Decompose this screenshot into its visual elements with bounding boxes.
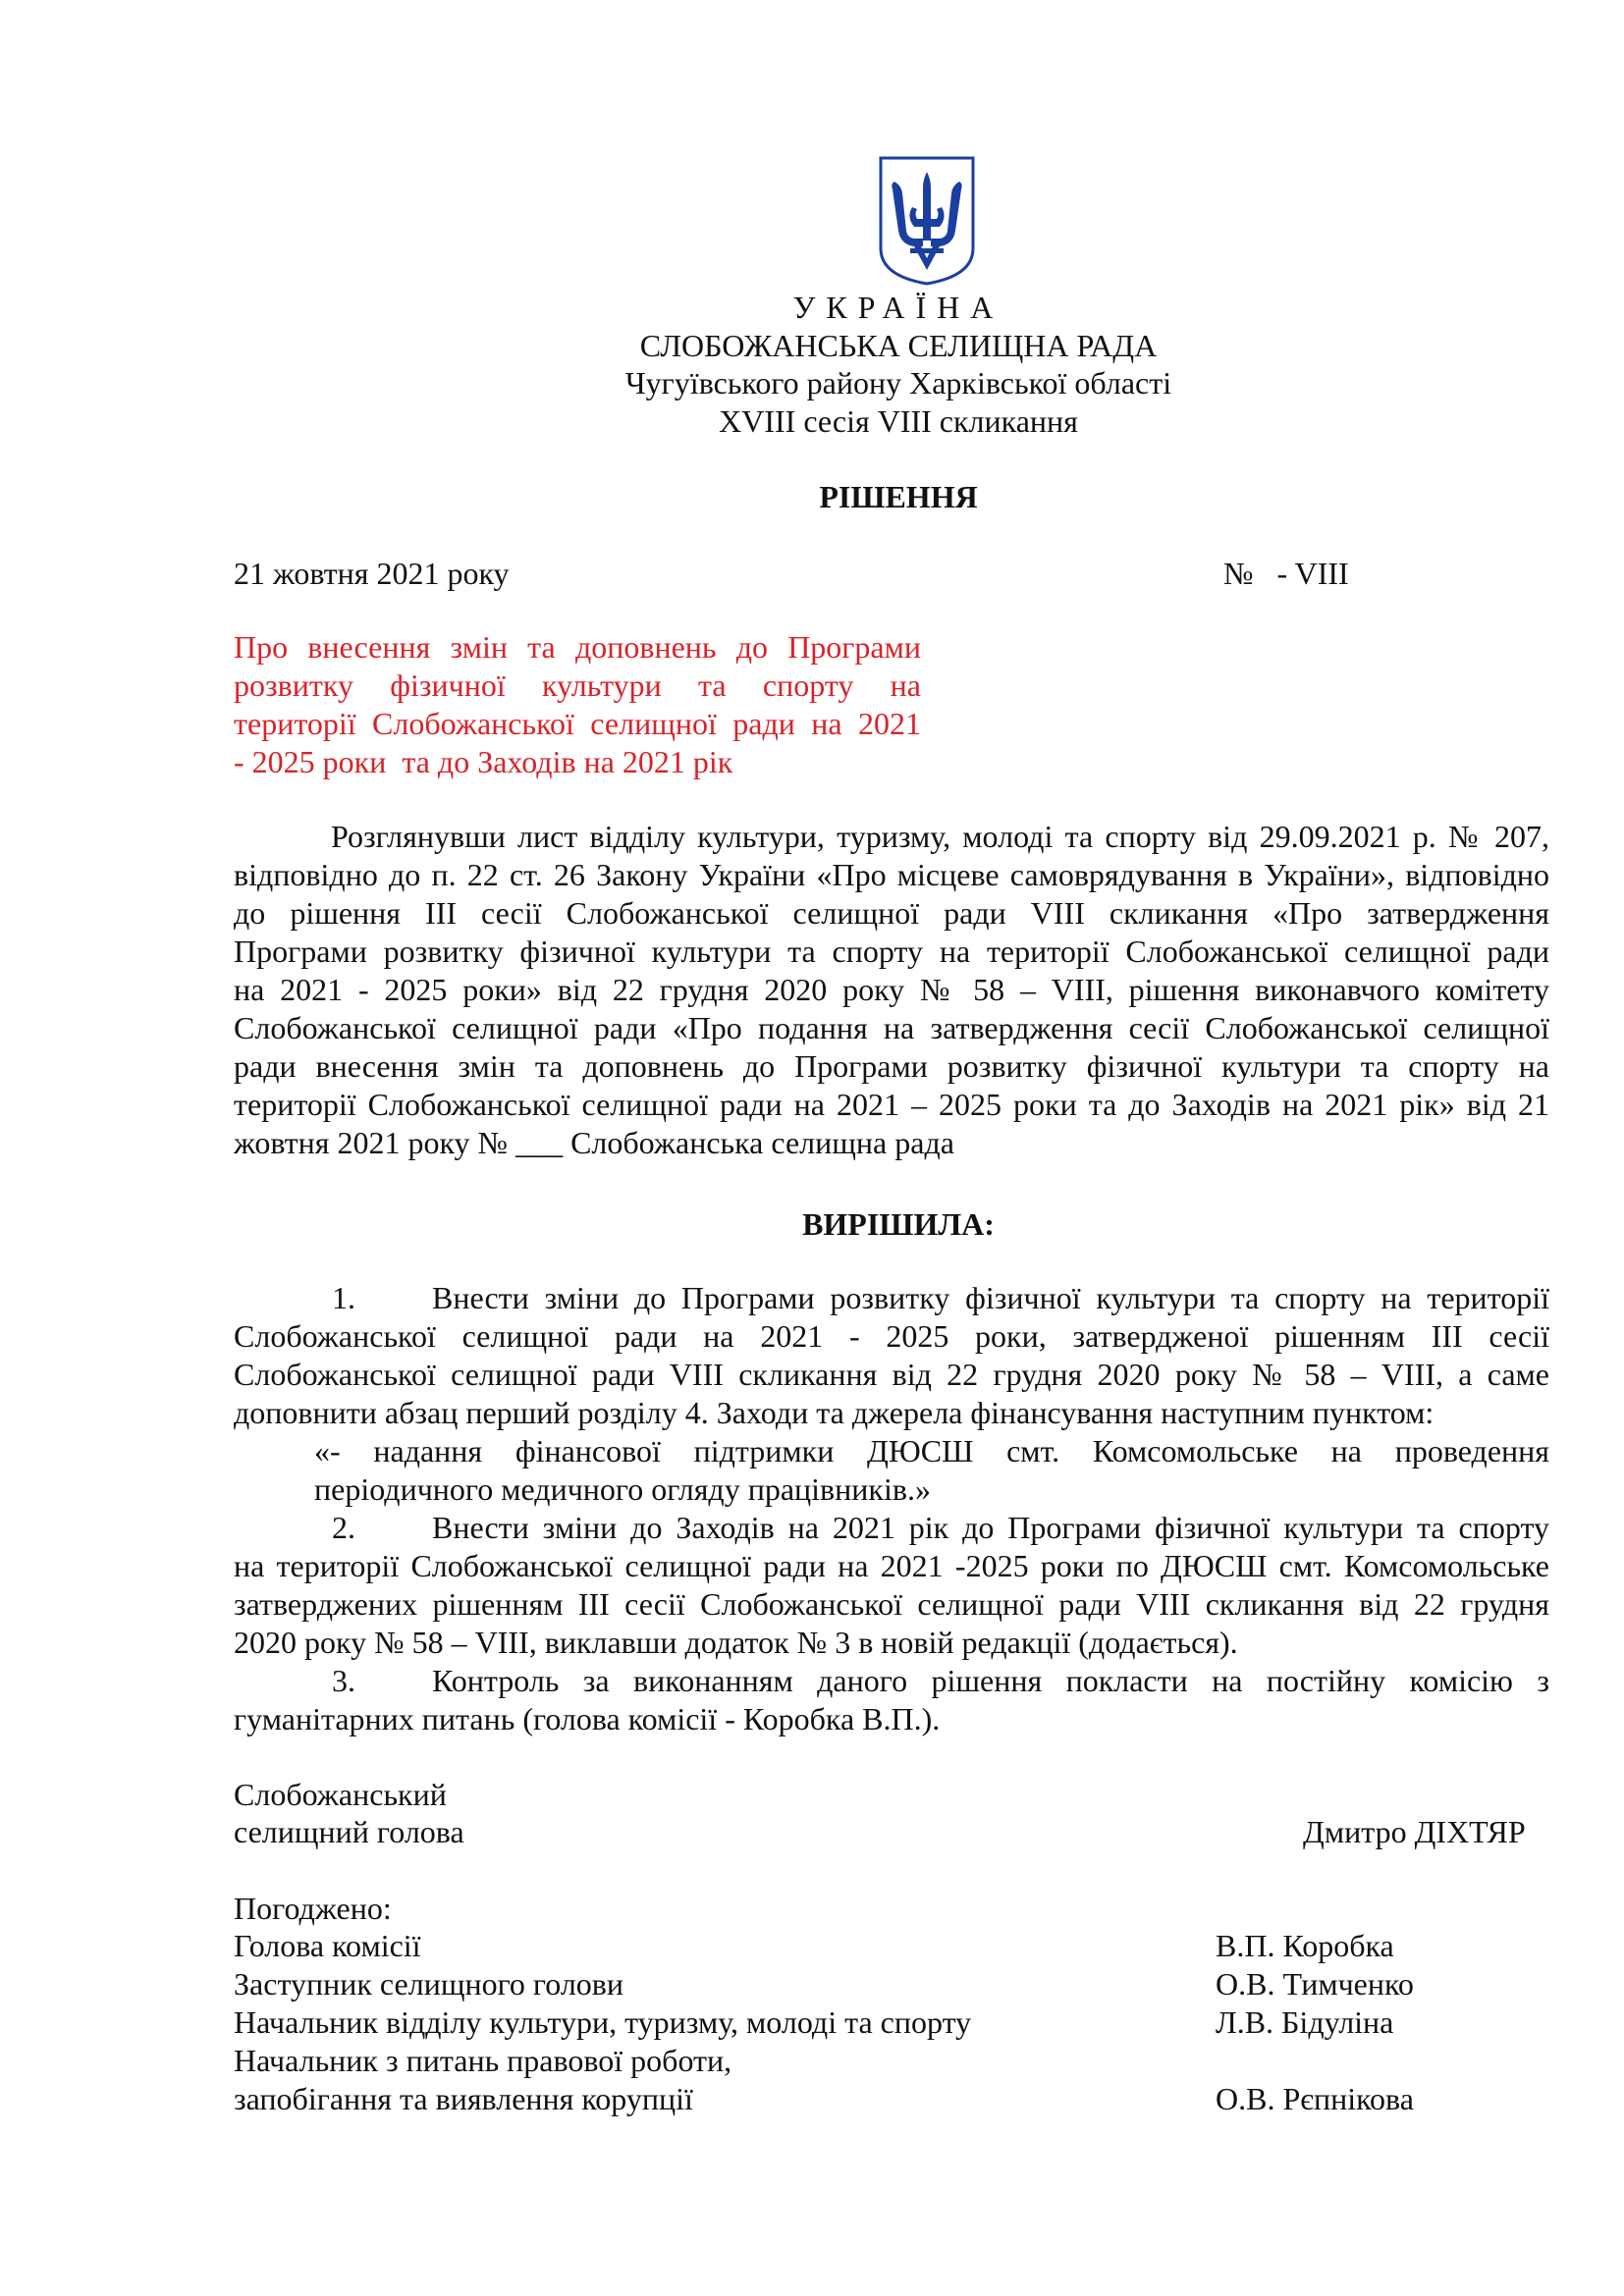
item-line: Внести зміни до Заходів на 2021 рік до Програми фізичної культури та спорту bbox=[432, 1510, 1549, 1545]
resolved-heading: ВИРІШИЛА: bbox=[802, 1206, 995, 1242]
decision-number: № - VIII bbox=[1223, 556, 1349, 591]
quote-line: «- надання фінансової підтримки ДЮСШ смт. Комсомольське на проведення bbox=[314, 1433, 1549, 1468]
header-session: XVIII сесія VIII скликання bbox=[719, 403, 1078, 439]
approval-role: Начальник з питань правової роботи, bbox=[234, 2043, 732, 2078]
item-line: Внести зміни до Програми розвитку фізичної культури та спорту на території bbox=[432, 1280, 1549, 1315]
preamble-line: Програми розвитку фізичної культури та спорту на території Слобожанської селищної ради bbox=[234, 934, 1549, 969]
header-country: УКРАЇНА bbox=[792, 290, 1004, 325]
header-council: СЛОБОЖАНСЬКА СЕЛИЩНА РАДА bbox=[639, 328, 1158, 363]
signatory-position: Слобожанський bbox=[234, 1777, 447, 1812]
preamble-line: жовтня 2021 року № ___ Слобожанська селищна рада bbox=[234, 1125, 954, 1160]
approval-name: О.В. Рєпнікова bbox=[1216, 2081, 1414, 2116]
subject-line: Про внесення змін та доповнень до Програми bbox=[234, 629, 921, 665]
signatory-name: Дмитро ДІХТЯР bbox=[1303, 1814, 1526, 1849]
item-line: затверджених рішенням ІІІ сесії Слобожанської селищної ради VIII скликання від 22 грудня bbox=[234, 1586, 1549, 1622]
subject-line: території Слобожанської селищної ради на 2021 bbox=[234, 706, 921, 741]
document-title: РІШЕННЯ bbox=[819, 479, 978, 514]
item-2 bbox=[234, 1509, 1549, 1662]
item-line: 2020 року № 58 – VIII, виклавши додаток № 3 в новій редакції (додається). bbox=[234, 1625, 1238, 1660]
approval-role: Заступник селищного голови bbox=[234, 1966, 624, 2002]
item-1-quote bbox=[314, 1432, 1549, 1509]
header-district: Чугуївського району Харківської області bbox=[624, 365, 1172, 400]
item-line: гуманітарних питань (голова комісії - Коробка В.П.). bbox=[234, 1701, 941, 1736]
quote-line: періодичного медичного огляду працівників.» bbox=[314, 1471, 931, 1507]
preamble-line: Слобожанської селищної ради «Про подання на затвердження сесії Слобожанської селищної bbox=[234, 1010, 1549, 1045]
signatory-position: селищний голова bbox=[234, 1814, 464, 1849]
item-number: 1. bbox=[332, 1280, 355, 1315]
item-line: Контроль за виконанням даного рішення покласти на постійну комісію з bbox=[432, 1663, 1549, 1698]
approval-name: Л.В. Бідуліна bbox=[1216, 2004, 1394, 2040]
preamble bbox=[234, 818, 1549, 1162]
subject-line: - 2025 роки та до Заходів на 2021 рік bbox=[234, 744, 733, 779]
preamble-line: відповідно до п. 22 ст. 26 Закону України «Про місцеве самоврядування в України», відповідно bbox=[234, 857, 1549, 892]
preamble-line: ради внесення змін та доповнень до Програми розвитку фізичної культури та спорту на bbox=[234, 1048, 1549, 1084]
item-line: Слобожанської селищної ради VIII скликання від 22 грудня 2020 року № 58 – VIII, а саме bbox=[234, 1357, 1549, 1392]
approval-role: Начальник відділу культури, туризму, молоді та спорту bbox=[234, 2004, 972, 2040]
subject-line: розвитку фізичної культури та спорту на bbox=[234, 667, 921, 703]
approval-role: Голова комісії bbox=[234, 1928, 421, 1963]
item-number: 3. bbox=[332, 1663, 355, 1698]
approval-role: запобігання та виявлення корупції bbox=[234, 2081, 693, 2116]
item-1 bbox=[234, 1279, 1549, 1432]
preamble-line: до рішення ІІІ сесії Слобожанської селищної ради VIII скликання «Про затвердження bbox=[234, 895, 1549, 931]
trident-coat-of-arms-icon bbox=[877, 154, 977, 288]
preamble-line: Розглянувши лист відділу культури, туризму, молоді та спорту від 29.09.2021 р. № 207, bbox=[331, 819, 1549, 854]
decision-subject bbox=[234, 628, 921, 781]
item-number: 2. bbox=[332, 1510, 355, 1545]
item-line: доповнити абзац перший розділу 4. Заходи та джерела фінансування наступним пунктом: bbox=[234, 1395, 1435, 1430]
preamble-line: на 2021 - 2025 роки» від 22 грудня 2020 року № 58 – VIII, рішення виконавчого комітету bbox=[234, 972, 1549, 1007]
approvals-heading: Погоджено: bbox=[234, 1891, 392, 1926]
approval-name: О.В. Тимченко bbox=[1216, 1966, 1414, 2002]
approval-name: В.П. Коробка bbox=[1216, 1928, 1394, 1963]
item-line: на території Слобожанської селищної ради на 2021 -2025 роки по ДЮСШ смт. Комсомольське bbox=[234, 1548, 1549, 1583]
item-3 bbox=[234, 1662, 1549, 1738]
item-line: Слобожанської селищної ради на 2021 - 2025 роки, затвердженої рішенням ІІІ сесії bbox=[234, 1318, 1549, 1354]
preamble-line: території Слобожанської селищної ради на 2021 – 2025 роки та до Заходів на 2021 рік» від 21 bbox=[234, 1087, 1549, 1122]
decision-date: 21 жовтня 2021 року bbox=[234, 556, 510, 591]
